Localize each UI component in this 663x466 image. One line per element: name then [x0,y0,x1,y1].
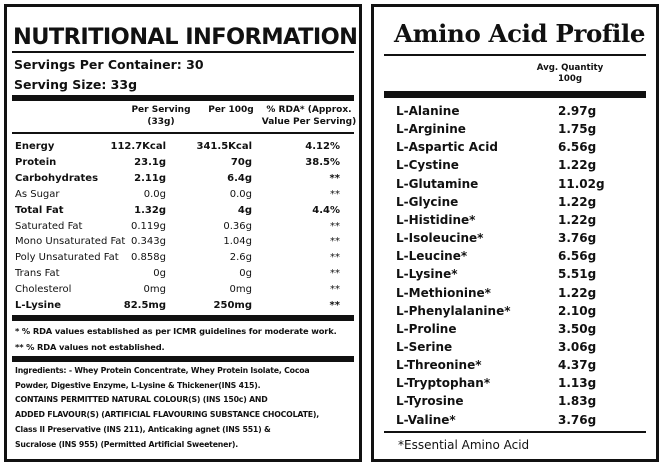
amino-row [396,339,646,357]
nutrition-row [12,156,354,172]
per-100g-value: 0mg [229,284,252,296]
thick-rule [12,95,354,101]
notes-rule-bottom [12,356,354,362]
amino-value: 1.22g [558,212,597,227]
nutrition-row [12,140,354,156]
per-serving-value: 0.858g [131,252,166,264]
amino-value: 6.56g [558,140,597,155]
rda-value: 4.4% [312,204,340,216]
amino-row [396,303,646,321]
header-rule [12,132,354,134]
rda-value: ** [330,268,340,280]
nutrition-row [12,283,354,299]
ingredients-line: Class II Preservative (INS 211), Anticaking agnet (INS 551) & [15,424,271,434]
rda-value: ** [329,300,340,311]
nutrient-name: Total Fat [15,204,64,216]
nutrient-name: Mono Unsaturated Fat [15,236,126,248]
essential-footnote: *Essential Amino Acid [398,438,530,452]
amino-value: 5.51g [558,267,597,282]
amino-name: L-Aspartic Acid [396,140,498,155]
amino-value: 1.83g [558,394,597,409]
amino-name: L-Histidine* [396,212,476,227]
nutrition-panel [4,4,362,462]
nutrient-name: Trans Fat [15,268,60,280]
ingredients-line: Sucralose (INS 955) (Permitted Artificial Sweetener). [15,439,238,449]
amino-row [396,248,646,266]
amino-value: 11.02g [558,176,605,191]
per-serving-value: 112.7Kcal [110,141,166,152]
nutrient-name: Poly Unsaturated Fat [15,252,119,264]
servings-per-container: Servings Per Container: 30 [14,57,204,72]
amino-value: 6.56g [558,249,597,264]
amino-row [396,157,646,175]
per-100g-value: 250mg [213,300,252,311]
avg-quantity-header: Avg. Quantity 100g [536,63,604,84]
amino-value: 3.76g [558,231,597,246]
per-100g-value: 341.5Kcal [196,141,252,152]
per-serving-value: 23.1g [134,156,166,168]
per-serving-value: 0g [153,268,166,280]
amino-row [396,121,646,139]
per-serving-value: 0mg [143,284,166,296]
amino-row [396,230,646,248]
per-100g-value: 0g [239,268,252,280]
rda-note-2: ** % RDA values not established. [15,342,165,352]
amino-name: L-Lysine* [396,267,458,282]
per-serving-value: 0.119g [131,220,166,232]
amino-value: 1.22g [558,158,597,173]
amino-name: L-Tryptophan* [396,376,491,391]
amino-row [396,285,646,303]
amino-name: L-Phenylalanine* [396,303,511,318]
rda-value: 4.12% [305,141,340,152]
rda-value: ** [330,284,340,296]
amino-name: L-Arginine [396,122,466,137]
rda-value: ** [330,220,340,232]
ingredients-text [15,364,355,452]
amino-value: 1.22g [558,194,597,209]
amino-row [396,393,646,411]
amino-value: 2.97g [558,104,597,118]
amino-value: 3.06g [558,339,597,354]
per-100g-value: 70g [230,156,252,168]
notes-rule-top [12,315,354,321]
per-100g-value: 2.6g [229,252,252,264]
amino-row [396,212,646,230]
amino-row [396,375,646,393]
ingredients-line: Ingredients: - Whey Protein Concentrate, Whey Protein Isolate, Cocoa [15,366,310,375]
amino-row [396,103,646,121]
rda-value: ** [330,252,340,264]
nutrition-row [12,235,354,251]
amino-row [396,357,646,375]
amino-value: 1.13g [558,376,597,391]
amino-thick-rule [384,91,646,98]
nutrition-row [12,172,354,188]
ingredients-line: CONTAINS PERMITTED NATURAL COLOUR(S) (INS 150c) AND [15,395,268,405]
per-100g-value: 1.04g [223,236,252,248]
rda-note-1: * % RDA values established as per ICMR guidelines for moderate work. [15,326,337,336]
rda-value: ** [330,236,340,248]
amino-row [396,194,646,212]
amino-name: L-Threonine* [396,358,482,373]
amino-name: L-Valine* [396,412,456,427]
amino-name: L-Cystine [396,158,459,173]
nutrient-name: As Sugar [15,188,60,200]
nutrition-row [12,220,354,236]
amino-foot-rule [384,431,646,433]
amino-value: 1.22g [558,285,597,300]
amino-row [396,412,646,430]
amino-name: L-Isoleucine* [396,231,484,246]
per-100g-value: 4g [237,204,252,216]
amino-name: L-Glycine [396,194,459,209]
nutrition-row [12,204,354,220]
nutrition-row [12,188,354,204]
ingredients-line: ADDED FLAVOUR(S) (ARTIFICIAL FLAVOURING SUBSTANCE CHOCOLATE), [15,410,319,420]
amino-value: 1.75g [558,122,597,137]
nutrition-title: NUTRITIONAL INFORMATION [13,24,358,50]
title-rule [12,51,354,53]
amino-value: 3.76g [558,412,597,427]
amino-row [396,139,646,157]
nutrient-name: L-Lysine [15,300,62,311]
per-serving-value: 0.343g [131,236,166,248]
per-100g-value: 6.4g [227,172,252,184]
nutrient-name: Energy [15,141,55,152]
amino-value: 3.50g [558,321,597,336]
amino-name: L-Alanine [396,104,460,118]
rda-value: 38.5% [305,156,340,168]
header-per-100g: Per 100g [208,105,254,115]
header-per-serving: Per Serving (33g) [131,105,191,127]
amino-title: Amino Acid Profile [394,19,646,48]
rda-value: ** [329,172,340,184]
ingredients-line: Powder, Digestive Enzyme, L-Lysine & Thickener(INS 415). [15,380,261,390]
amino-value: 4.37g [558,358,597,373]
per-100g-value: 0.36g [223,220,252,232]
per-serving-value: 1.32g [134,204,166,216]
per-serving-value: 2.11g [134,172,166,184]
nutrient-name: Carbohydrates [15,172,99,184]
nutrient-name: Protein [15,156,57,168]
amino-name: L-Glutamine [396,176,479,191]
amino-title-rule [384,54,646,56]
amino-acid-panel [371,4,659,462]
amino-row [396,321,646,339]
amino-name: L-Leucine* [396,249,468,264]
amino-name: L-Proline [396,321,457,336]
amino-row [396,266,646,284]
per-serving-value: 0.0g [143,188,166,200]
amino-name: L-Methionine* [396,285,491,300]
header-rda: % RDA* (Approx. Value Per Serving) [261,105,357,127]
nutrient-name: Cholesterol [15,284,72,296]
nutrition-row [12,299,354,315]
nutrient-name: Saturated Fat [15,220,83,232]
amino-value: 2.10g [558,303,597,318]
per-serving-value: 82.5mg [123,300,166,311]
amino-name: L-Serine [396,339,453,354]
rda-value: ** [330,188,340,200]
serving-size: Serving Size: 33g [14,77,138,92]
amino-row [396,176,646,194]
nutrition-row [12,251,354,267]
per-100g-value: 0.0g [229,188,252,200]
amino-name: L-Tyrosine [396,394,464,409]
nutrition-row [12,267,354,283]
